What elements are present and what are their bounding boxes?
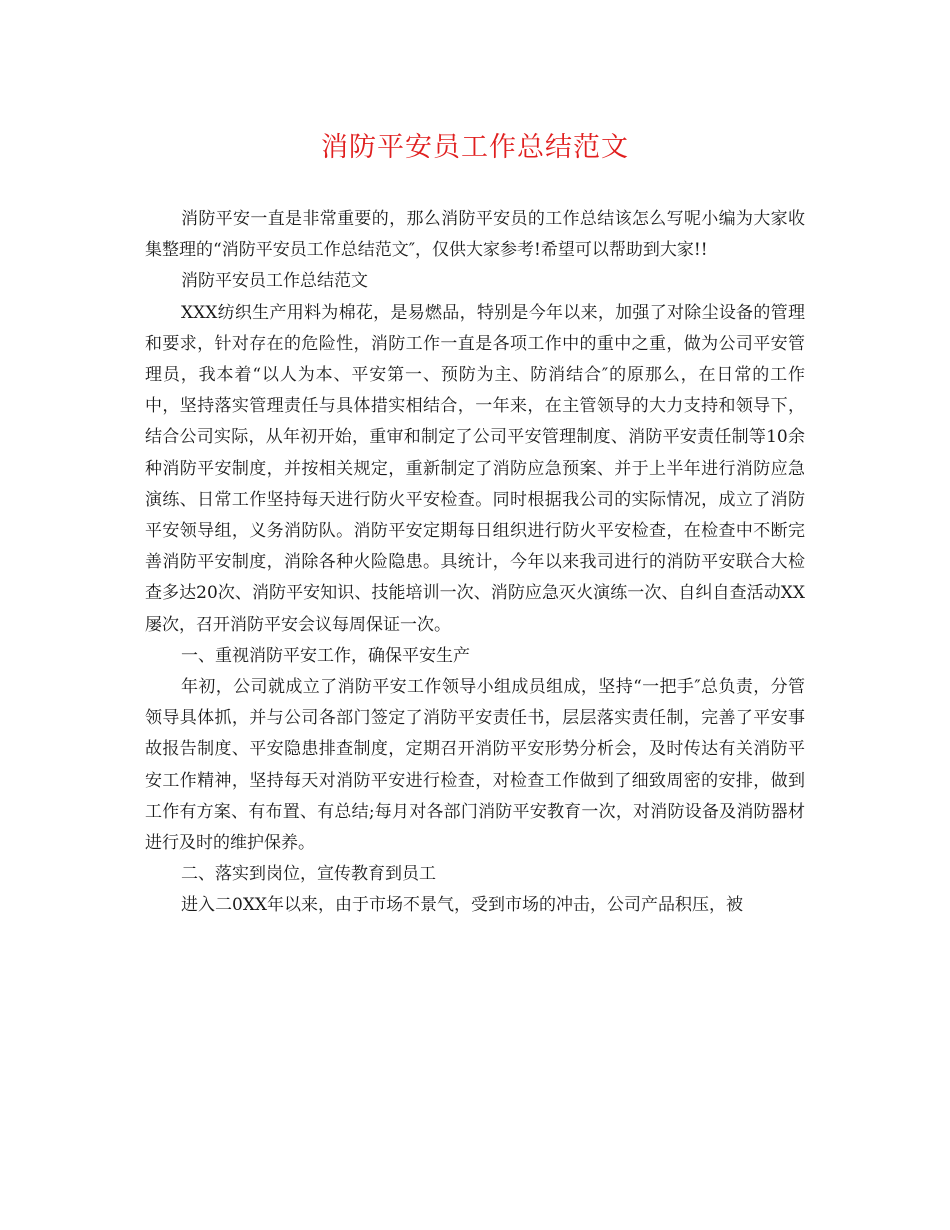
section-heading-2: 二、落实到岗位，宣传教育到员工 (181, 864, 436, 885)
overview-paragraph: XXX纺织生产用料为棉花，是易燃品，特别是今年以来，加强了对除尘设备的管理和要求，针对存在的危险性，消防工作一直是各项工作中的重中之重，做为公司平安管理员，我本着“以人为本、平安第一、预防为主、防消结合″的原那么，在日常的工作中，坚持落实管理责任与具体措实相结合，一年来，在主管领导的大力支持和领导下，结合公司实际，从年初开始，重审和制定了公司平安管理制度、消防平安责任制等10余种消防平安制度，并按相关规定，重新制定了消防应急预案、并于上半年进行消防应急演练、日常工作坚持每天进行防火平安检查。同时根据我公司的实际情况，成立了消防平安领导组，义务消防队。消防平安定期每日组织进行防火平安检查，在检查中不断完善消防平安制度，消除各种火险隐患。具统计，今年以来我司进行的消防平安联合大检查多达20次、消防平安知识、技能培训一次、消防应急灭火演练一次、自纠自查活动XX屡次，召开消防平安会议每周保证一次。 (145, 302, 805, 635)
subtitle-paragraph: 消防平安员工作总结范文 (181, 271, 368, 292)
intro-paragraph: 消防平安一直是非常重要的，那么消防平安员的工作总结该怎么写呢小编为大家收集整理的“消防平安员工作总结范文″，仅供大家参考!希望可以帮助到大家!! (145, 209, 805, 261)
document-body (145, 204, 805, 922)
section-heading-1: 一、重视消防平安工作，确保平安生产 (181, 645, 470, 666)
document-title: 消防平安员工作总结范文 (321, 132, 629, 163)
section-paragraph-2: 进入二0XX年以来，由于市场不景气，受到市场的冲击，公司产品积压，被 (181, 895, 744, 916)
section-paragraph-1: 年初，公司就成立了消防平安工作领导小组成员组成，坚持“一把手″总负责，分管领导具体抓，并与公司各部门签定了消防平安责任书，层层落实责任制，完善了平安事故报告制度、平安隐患排查制度，定期召开消防平安形势分析会，及时传达有关消防平安工作精神，坚持每天对消防平安进行检查，对检查工作做到了细致周密的安排，做到工作有方案、有布置、有总结;每月对各部门消防平安教育一次，对消防设备及消防器材进行及时的维护保养。 (145, 677, 805, 854)
